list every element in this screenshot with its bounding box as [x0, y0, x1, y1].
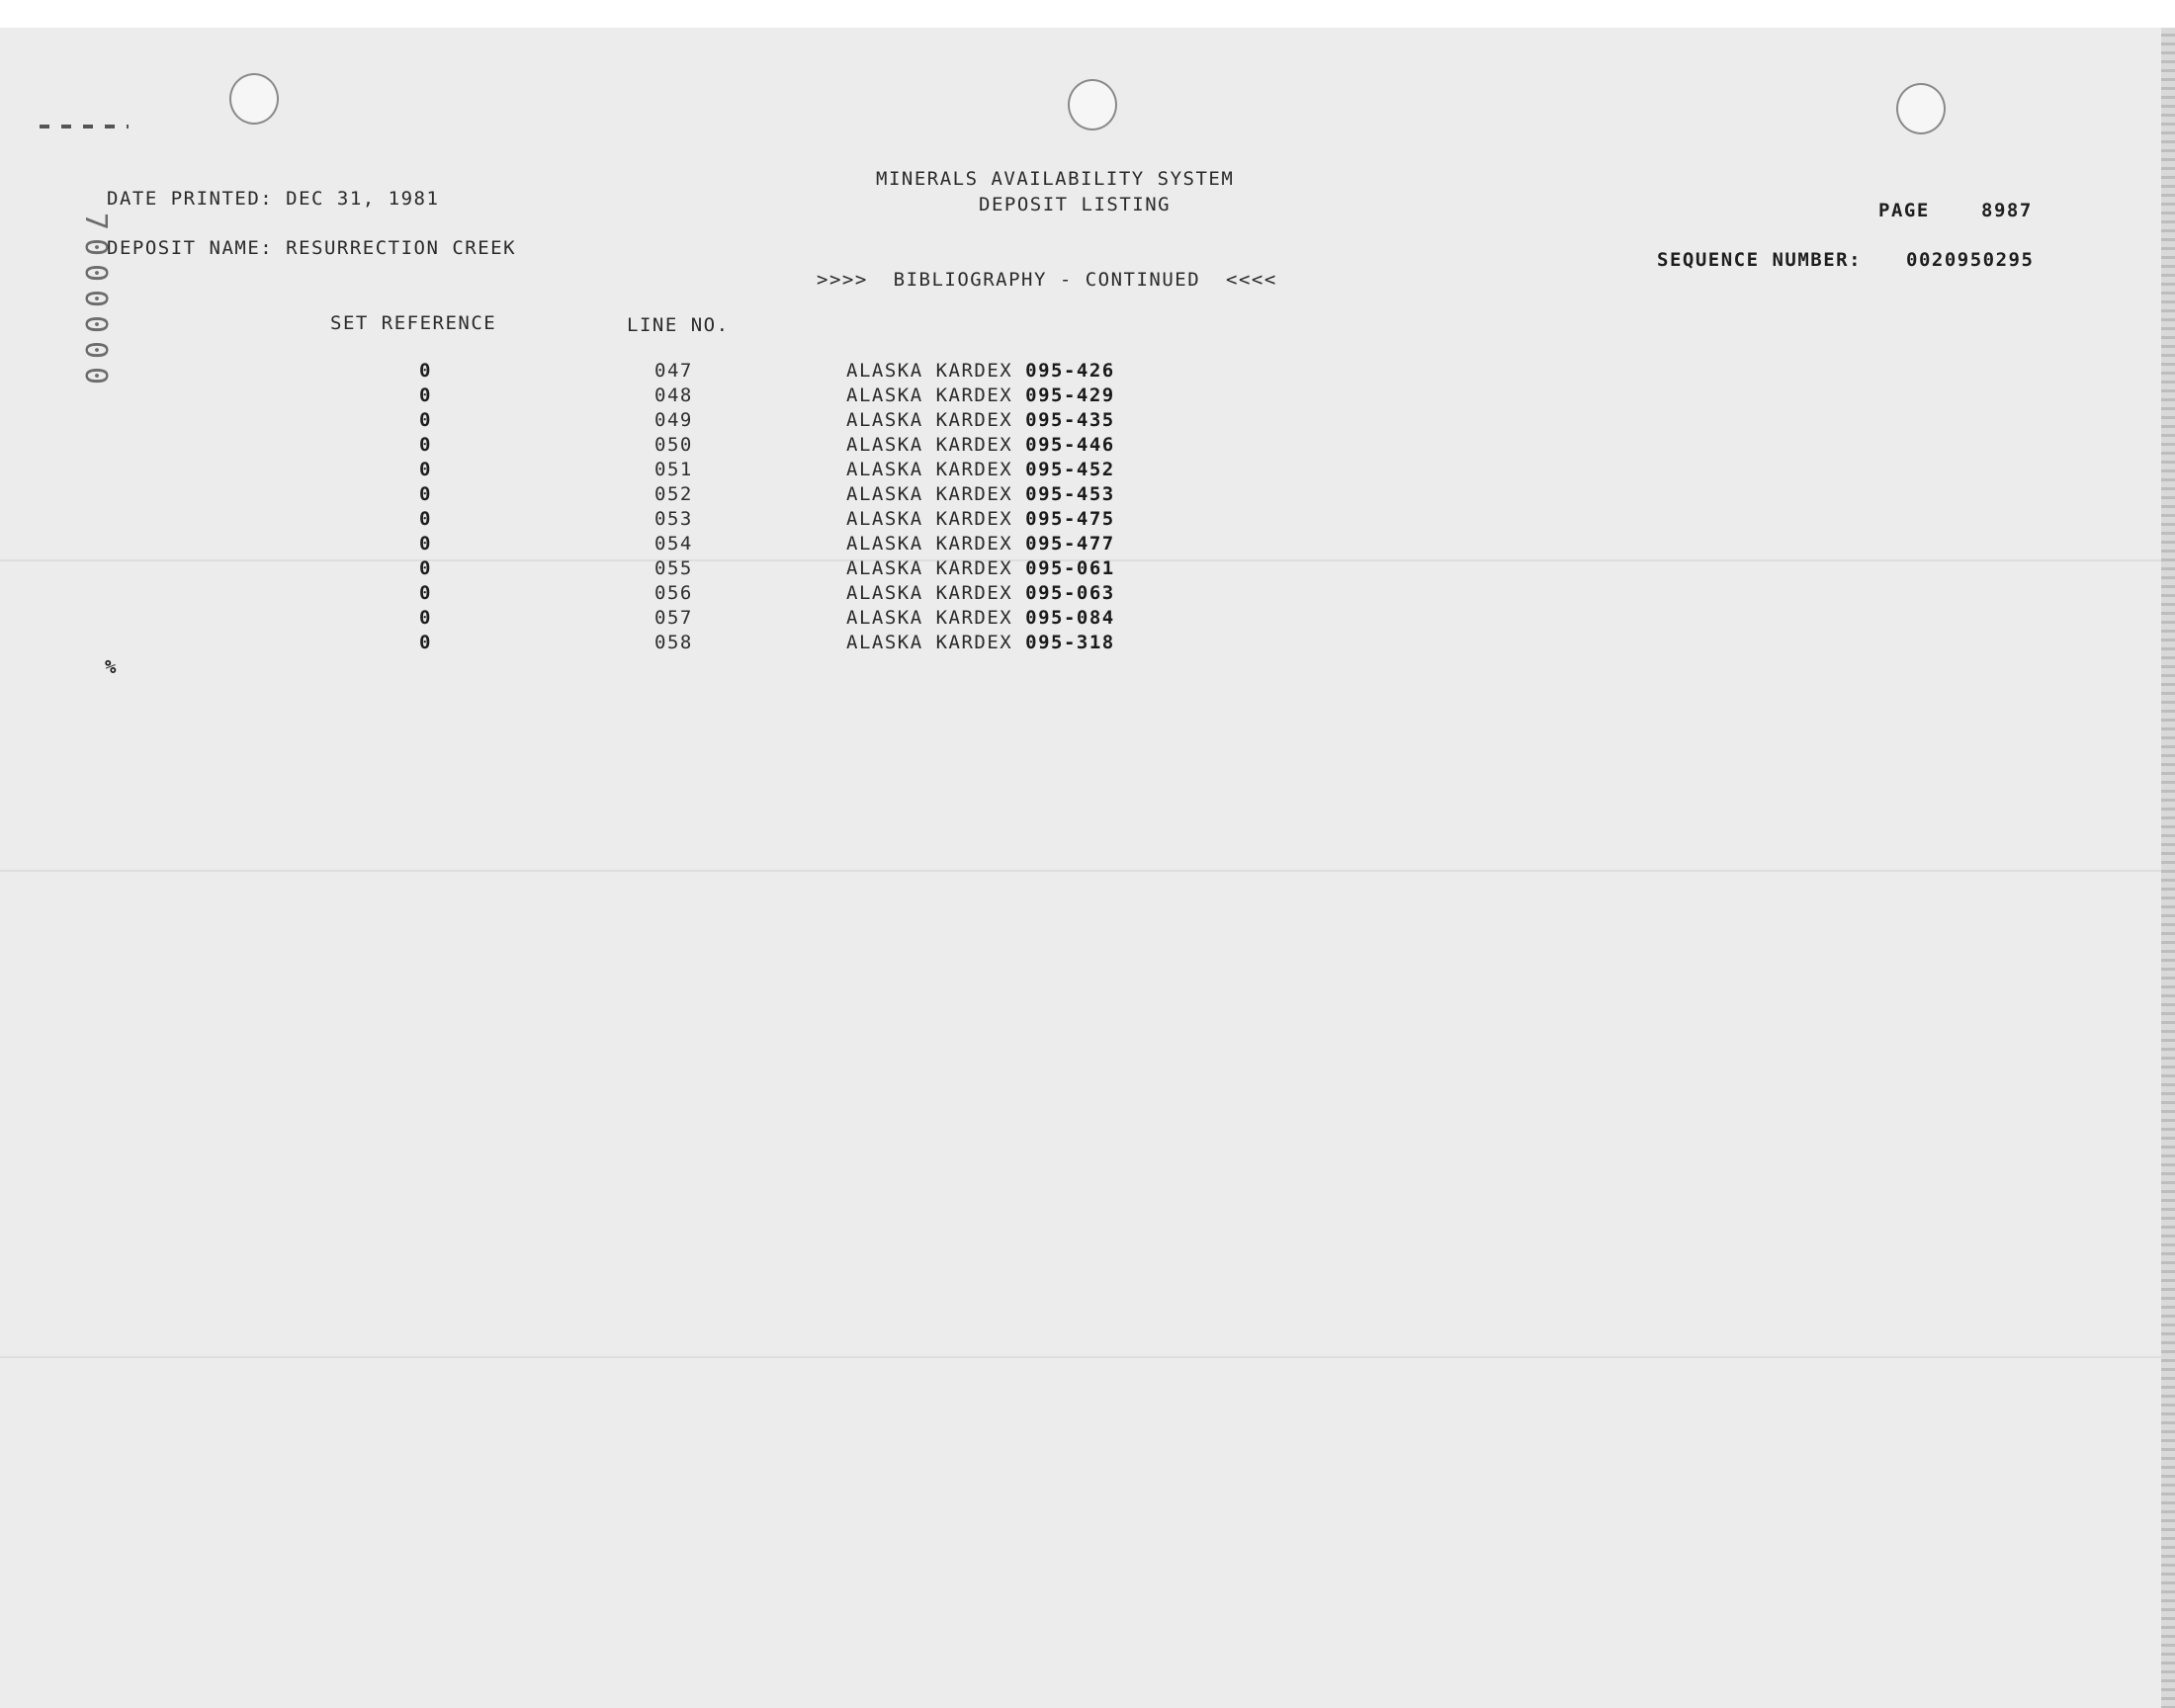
table-row — [0, 461, 1186, 485]
reference-source: ALASKA KARDEX — [846, 582, 1013, 604]
line-number-cell: 048 — [654, 384, 693, 406]
reference-cell — [846, 485, 1115, 504]
table-row — [0, 559, 1186, 584]
reference-source: ALASKA KARDEX — [846, 533, 1013, 555]
margin-feed-digit: 0 — [78, 263, 113, 283]
listing-title: DEPOSIT LISTING — [979, 194, 1172, 215]
reference-cell — [846, 559, 1115, 578]
set-reference-cell: 0 — [419, 508, 432, 530]
set-reference-cell: 0 — [419, 607, 432, 629]
reference-cell — [846, 386, 1115, 405]
reference-number: 095-477 — [1025, 533, 1115, 555]
column-header-line-no: LINE NO. — [627, 314, 730, 336]
fold-line — [0, 1356, 2161, 1358]
reference-cell — [846, 411, 1115, 430]
system-title: MINERALS AVAILABILITY SYSTEM — [876, 168, 1235, 190]
end-mark: % — [105, 656, 118, 678]
table-row — [0, 411, 1186, 436]
sheet-edge — [2161, 28, 2175, 1708]
date-printed: DATE PRINTED: DEC 31, 1981 — [107, 188, 440, 210]
table-row — [0, 584, 1186, 609]
table-row — [0, 535, 1186, 559]
margin-feed-digit: 0 — [78, 237, 113, 257]
reference-number: 095-426 — [1025, 360, 1115, 382]
reference-number: 095-429 — [1025, 384, 1115, 406]
line-number-cell: 055 — [654, 557, 693, 579]
line-number-cell: 049 — [654, 409, 693, 431]
table-row — [0, 510, 1186, 535]
reference-number: 095-084 — [1025, 607, 1115, 629]
reference-cell — [846, 362, 1115, 381]
punch-hole — [1896, 83, 1946, 134]
punch-hole — [229, 73, 279, 125]
margin-feed-digit: 0 — [78, 340, 113, 360]
line-number-cell: 050 — [654, 434, 693, 456]
line-number-cell: 051 — [654, 459, 693, 480]
line-number-cell: 053 — [654, 508, 693, 530]
deposit-name: DEPOSIT NAME: RESURRECTION CREEK — [107, 237, 517, 259]
reference-cell — [846, 609, 1115, 628]
margin-feed-digit: 0 — [78, 314, 113, 334]
reference-cell — [846, 535, 1115, 554]
sequence-label: SEQUENCE NUMBER: — [1657, 249, 1863, 271]
fold-line — [0, 870, 2161, 872]
printer-mark — [40, 125, 129, 128]
reference-cell — [846, 510, 1115, 529]
reference-source: ALASKA KARDEX — [846, 632, 1013, 653]
sequence-number: 0020950295 — [1906, 249, 2035, 271]
margin-feed-number — [77, 210, 113, 387]
reference-number: 095-446 — [1025, 434, 1115, 456]
reference-source: ALASKA KARDEX — [846, 557, 1013, 579]
reference-source: ALASKA KARDEX — [846, 434, 1013, 456]
margin-feed-digit: 0 — [78, 289, 113, 308]
table-row — [0, 386, 1186, 411]
margin-feed-digit: 7 — [78, 212, 113, 231]
table-row — [0, 485, 1186, 510]
set-reference-cell: 0 — [419, 459, 432, 480]
reference-source: ALASKA KARDEX — [846, 409, 1013, 431]
punch-hole — [1068, 79, 1117, 130]
table-row — [0, 634, 1186, 658]
line-number-cell: 057 — [654, 607, 693, 629]
reference-source: ALASKA KARDEX — [846, 384, 1013, 406]
reference-cell — [846, 436, 1115, 455]
reference-source: ALASKA KARDEX — [846, 607, 1013, 629]
line-number-cell: 056 — [654, 582, 693, 604]
reference-number: 095-063 — [1025, 582, 1115, 604]
bibliography-table — [0, 362, 1186, 658]
reference-cell — [846, 584, 1115, 603]
set-reference-cell: 0 — [419, 533, 432, 555]
reference-source: ALASKA KARDEX — [846, 360, 1013, 382]
set-reference-cell: 0 — [419, 409, 432, 431]
margin-feed-digit: 0 — [78, 366, 113, 385]
reference-source: ALASKA KARDEX — [846, 483, 1013, 505]
column-header-set-reference: SET REFERENCE — [330, 312, 497, 334]
set-reference-cell: 0 — [419, 582, 432, 604]
page-label: PAGE — [1878, 200, 1930, 221]
page-number: 8987 — [1981, 200, 2033, 221]
line-number-cell: 058 — [654, 632, 693, 653]
table-row — [0, 436, 1186, 461]
section-heading: >>>> BIBLIOGRAPHY - CONTINUED <<<< — [817, 269, 1277, 291]
reference-number: 095-318 — [1025, 632, 1115, 653]
reference-cell — [846, 634, 1115, 652]
set-reference-cell: 0 — [419, 483, 432, 505]
reference-number: 095-453 — [1025, 483, 1115, 505]
table-row — [0, 609, 1186, 634]
reference-number: 095-061 — [1025, 557, 1115, 579]
set-reference-cell: 0 — [419, 434, 432, 456]
line-number-cell: 047 — [654, 360, 693, 382]
reference-source: ALASKA KARDEX — [846, 459, 1013, 480]
line-number-cell: 054 — [654, 533, 693, 555]
set-reference-cell: 0 — [419, 360, 432, 382]
reference-number: 095-452 — [1025, 459, 1115, 480]
reference-cell — [846, 461, 1115, 479]
table-row — [0, 362, 1186, 386]
line-number-cell: 052 — [654, 483, 693, 505]
set-reference-cell: 0 — [419, 557, 432, 579]
reference-number: 095-435 — [1025, 409, 1115, 431]
set-reference-cell: 0 — [419, 632, 432, 653]
set-reference-cell: 0 — [419, 384, 432, 406]
reference-source: ALASKA KARDEX — [846, 508, 1013, 530]
reference-number: 095-475 — [1025, 508, 1115, 530]
